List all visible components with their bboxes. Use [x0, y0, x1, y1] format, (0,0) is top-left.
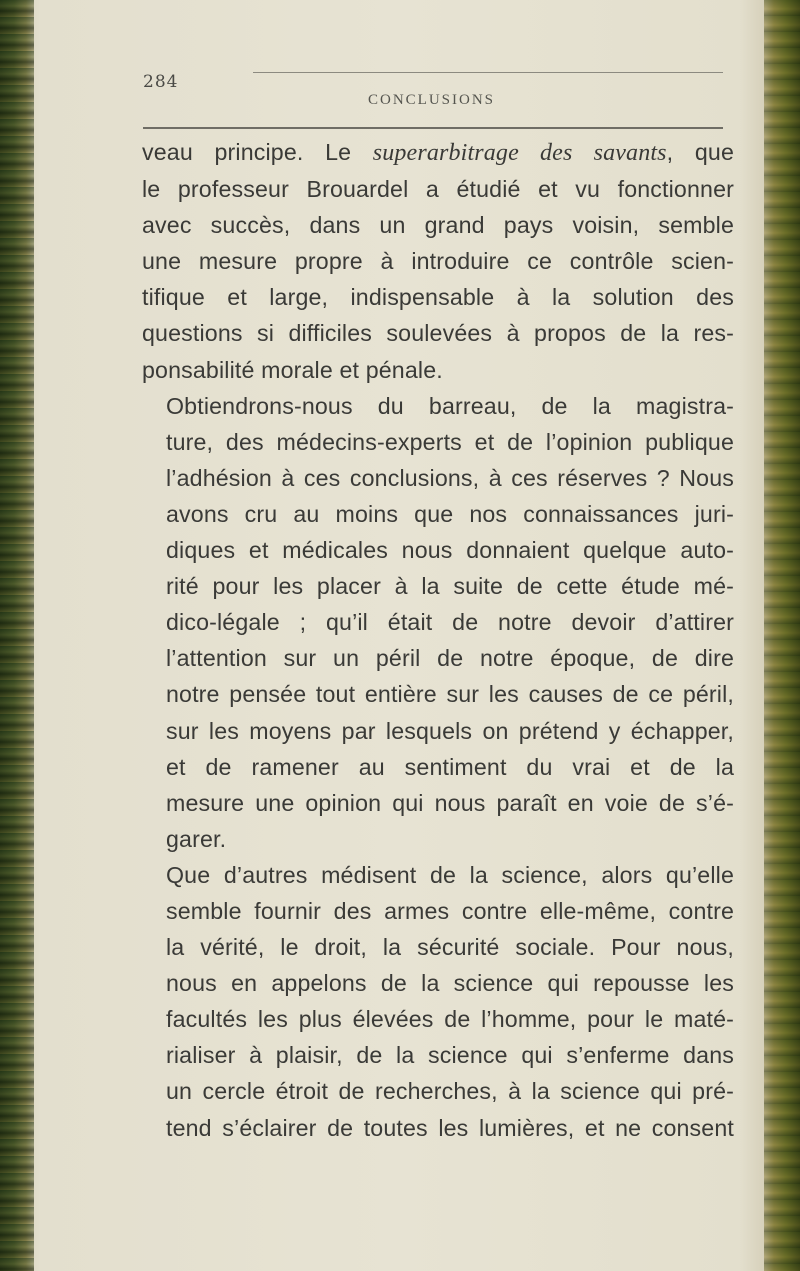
- text-run: diques et médicales nous donnaient quelque auto-: [166, 537, 734, 564]
- text-line: [142, 1001, 734, 1037]
- paragraph: [142, 134, 734, 388]
- paragraph: [142, 857, 734, 1146]
- text-run: veau principe. Le: [142, 139, 373, 165]
- text-line: [142, 604, 734, 640]
- text-line: [142, 785, 734, 821]
- text-run: et de ramener au sentiment du vrai et de la: [166, 753, 734, 780]
- page-binding-edge-left: [0, 0, 34, 1271]
- text-line: [142, 965, 734, 1001]
- text-line: [142, 749, 734, 785]
- text-run: garer.: [166, 825, 227, 852]
- text-line: [142, 279, 734, 315]
- text-run: avons cru au moins que nos connaissances juri-: [166, 500, 734, 527]
- text-run: dico-légale ; qu’il était de notre devoir d’attirer: [166, 609, 734, 636]
- text-run: rialiser à plaisir, de la science qui s’enferme dans: [166, 1042, 734, 1069]
- text-line: [142, 532, 734, 568]
- text-run: l’adhésion à ces conclusions, à ces réserves ? Nous: [166, 464, 734, 491]
- running-head: CONCLUSIONS: [368, 92, 496, 108]
- text-line: [142, 1073, 734, 1109]
- text-run: l’attention sur un péril de notre époque, de dire: [166, 645, 734, 672]
- text-run: un cercle étroit de recherches, à la science qui pré-: [166, 1078, 734, 1105]
- text-line: [142, 171, 734, 207]
- text-run: facultés les plus élevées de l’homme, pour le maté-: [166, 1006, 734, 1033]
- text-line: [142, 713, 734, 749]
- text-line: [142, 352, 734, 388]
- text-run: ponsabilité morale et pénale.: [142, 356, 443, 383]
- text-line: [142, 315, 734, 351]
- text-line: [142, 207, 734, 243]
- text-run: notre pensée tout entière sur les causes de ce péril,: [166, 681, 734, 708]
- text-line: [142, 857, 734, 893]
- header-rule-bottom: [143, 127, 723, 129]
- text-run: la vérité, le droit, la sécurité sociale. Pour nous,: [166, 934, 734, 961]
- text-line: [142, 243, 734, 279]
- paragraph: [142, 388, 734, 857]
- text-run: sur les moyens par lesquels on prétend y échapper,: [166, 717, 734, 744]
- text-run: ture, des médecins-experts et de l’opinion publique: [166, 428, 734, 455]
- text-line: [142, 134, 734, 171]
- text-line: [142, 496, 734, 532]
- text-run: semble fournir des armes contre elle-même, contre: [166, 897, 734, 924]
- text-run: avec succès, dans un grand pays voisin, semble: [142, 212, 734, 239]
- text-run: , que: [666, 139, 734, 165]
- text-run: questions si difficiles soulevées à propos de la res-: [142, 320, 734, 347]
- text-run: une mesure propre à introduire ce contrôle scien-: [142, 248, 734, 275]
- italic-text: superarbitrage des savants: [372, 140, 667, 166]
- text-line: [142, 568, 734, 604]
- text-run: rité pour les placer à la suite de cette étude mé-: [166, 573, 734, 600]
- text-run: le professeur Brouardel a étudié et vu fonctionner: [142, 176, 734, 203]
- body-text: [142, 134, 734, 1146]
- text-line: [142, 388, 734, 424]
- page-binding-edge-right: [764, 0, 800, 1271]
- text-line: [142, 640, 734, 676]
- text-run: Obtiendrons-nous du barreau, de la magistra-: [166, 392, 734, 419]
- text-run: nous en appelons de la science qui repousse les: [166, 970, 734, 997]
- page-header: [143, 72, 723, 132]
- text-run: Que d’autres médisent de la science, alors qu’elle: [166, 861, 734, 888]
- text-line: [142, 821, 734, 857]
- text-run: tend s’éclairer de toutes les lumières, et ne consent: [166, 1114, 734, 1141]
- text-run: tifique et large, indispensable à la solution des: [142, 284, 734, 311]
- header-rule-top: [253, 72, 723, 73]
- text-line: [142, 676, 734, 712]
- text-line: [142, 1037, 734, 1073]
- text-line: [142, 460, 734, 496]
- text-line: [142, 893, 734, 929]
- text-line: [142, 424, 734, 460]
- text-line: [142, 929, 734, 965]
- text-line: [142, 1110, 734, 1146]
- text-run: mesure une opinion qui nous paraît en voie de s’é-: [166, 789, 734, 816]
- page-number: 284: [143, 72, 179, 92]
